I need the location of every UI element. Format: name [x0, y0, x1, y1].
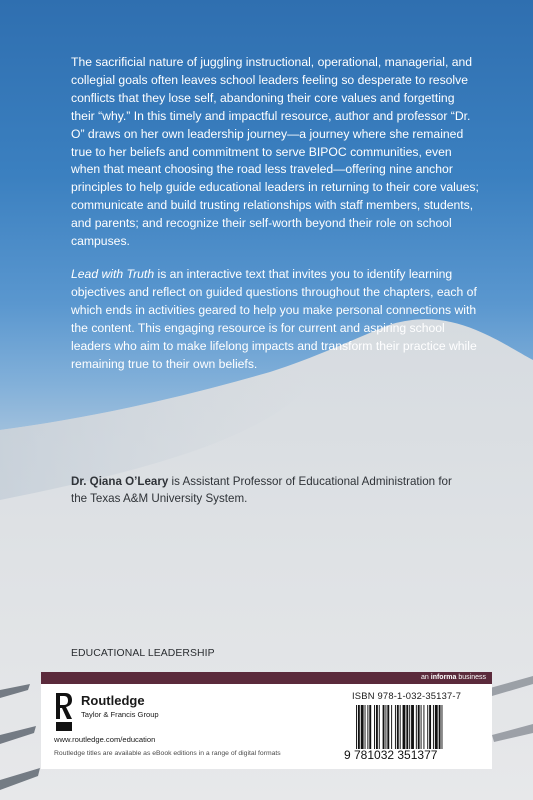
routledge-logo-icon: [54, 691, 74, 733]
description-blurb: [71, 54, 479, 388]
author-bio-text: is Assistant Professor of Educational Administration for the Texas A&M University System.: [71, 475, 452, 505]
blurb-paragraph-2: [71, 266, 479, 373]
informa-tagline: [421, 672, 486, 684]
author-bio: [71, 473, 471, 507]
category-label: EDUCATIONAL LEADERSHIP: [71, 648, 215, 659]
publisher-url[interactable]: www.routledge.com/education: [54, 735, 156, 744]
informa-prefix: an: [421, 674, 431, 681]
publisher-group: Taylor & Francis Group: [81, 710, 159, 719]
informa-suffix: business: [456, 674, 486, 681]
ebook-note: Routledge titles are available as eBook editions in a range of digital formats: [54, 750, 281, 757]
barcode-digits: 9 781032 351377: [344, 748, 438, 762]
barcode-icon: [356, 705, 478, 749]
publisher-name: Routledge: [81, 693, 145, 708]
blurb-paragraph-2-text: is an interactive text that invites you to identify learning objectives and reflect on guided questions throughout the chapters, each of which ends in activities geared to help you make personal connections with the content. This engaging resource is for current and aspiring school leaders who aim to make lifelong impacts and transform their practice while remaining true to their own beliefs.: [71, 266, 477, 371]
author-name: Dr. Qiana O’Leary: [71, 475, 169, 488]
informa-brand: informa: [430, 674, 457, 681]
blurb-paragraph-1: The sacrificial nature of juggling instructional, operational, managerial, and collegial goals often leaves school leaders feeling so desperate to resolve conflicts that they lose self, abandoning their core values and forgetting their “why.” In this timely and impactful resource, author and professor “Dr. O” draws on her own leadership journey—a journey where she remained true to her beliefs and commitment to serve BIPOC communities, even when that meant choosing the road less traveled—offering nine anchor principles to help guide educational leaders in returning to their core values; communicate and build trusting relationships with staff members, students, and parents; and recognize their self-worth beyond their role on school campuses.: [71, 55, 479, 249]
isbn-label: ISBN 978-1-032-35137-7: [352, 690, 462, 701]
publisher-panel: [41, 684, 492, 769]
informa-band: [41, 672, 492, 684]
book-title-italic: Lead with Truth: [71, 266, 155, 281]
